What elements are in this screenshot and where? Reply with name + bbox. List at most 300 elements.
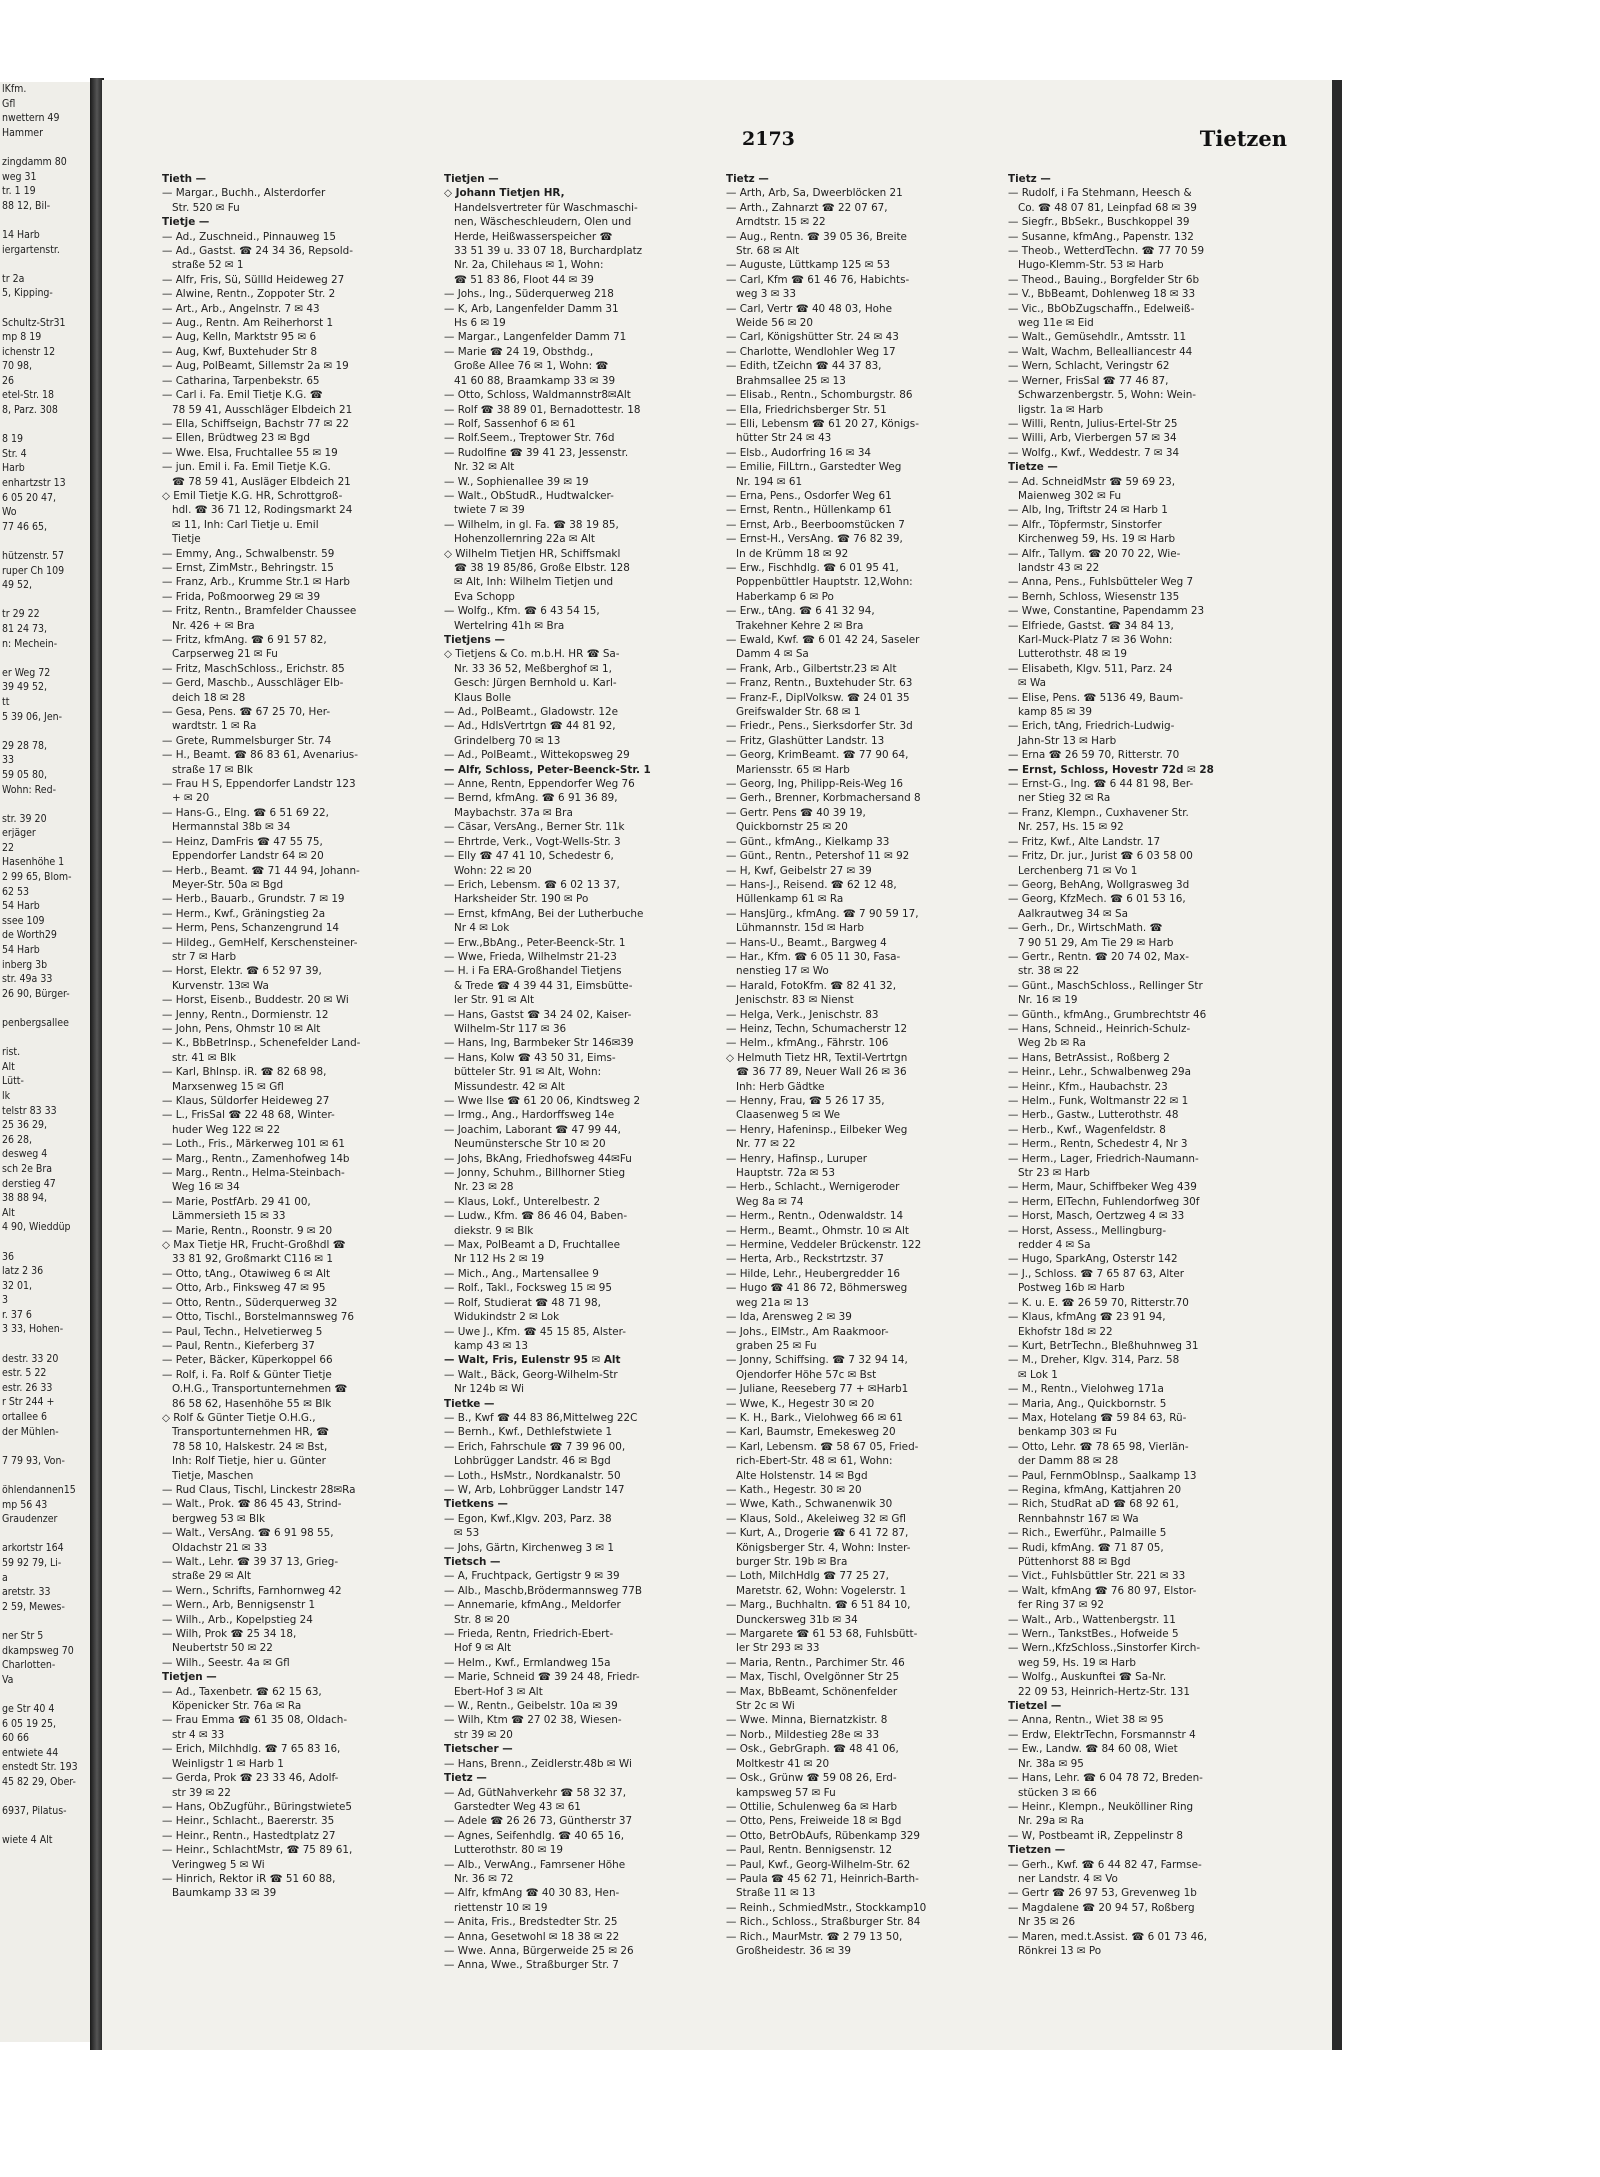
directory-entry: — Alfr, kfmAng ☎ 40 30 83, Hen- <box>444 1887 620 1900</box>
directory-entry: — Ad., Zuschneid., Pinnauweg 15 <box>162 230 336 243</box>
directory-entry: Schwarzenbergstr. 5, Wohn: Wein- <box>1018 389 1197 402</box>
directory-entry: Weg 8a ✉ 74 <box>736 1195 804 1208</box>
directory-entry: — jun. Emil i. Fa. Emil Tietje K.G. <box>162 461 331 474</box>
directory-entry: Haberkamp 6 ✉ Po <box>736 590 834 603</box>
directory-entry: — Herb., Kwf., Wagenfeldstr. 8 <box>1008 1123 1166 1136</box>
left-page-fragment: 36 <box>2 1250 15 1263</box>
directory-entry: — Otto, Lehr. ☎ 78 65 98, Vierlän- <box>1008 1440 1189 1453</box>
left-page-fragment: destr. 33 20 <box>2 1352 59 1365</box>
column-3 <box>726 172 994 2050</box>
directory-entry: — Klaus, Süldorfer Heideweg 27 <box>162 1095 330 1107</box>
directory-entry: Inh: Rolf Tietje, hier u. Günter <box>172 1455 326 1468</box>
left-page-fragment <box>0 1001 92 1016</box>
left-page-fragment: 5 39 06, Jen- <box>2 710 63 723</box>
directory-entry: ◇ Emil Tietje K.G. HR, Schrottgroß- <box>162 489 343 502</box>
directory-entry: — Max, BbBeamt, Schönenfelder <box>726 1685 898 1698</box>
directory-entry: — H, Kwf, Geibelstr 27 ✉ 39 <box>726 864 872 877</box>
directory-entry: — Walt., VersAng. ☎ 6 91 98 55, <box>162 1527 334 1540</box>
directory-entry: Lühmannstr. 15d ✉ Harb <box>736 922 865 935</box>
directory-entry: — Klaus, kfmAng ☎ 23 91 94, <box>1008 1311 1166 1324</box>
left-page-fragment: ichenstr 12 <box>2 345 56 358</box>
directory-entry: — Günt., kfmAng., Kielkamp 33 <box>726 835 890 848</box>
directory-entry: ✉ 53 <box>454 1527 480 1540</box>
directory-entry: — Horst, Masch, Oertzweg 4 ✉ 33 <box>1008 1210 1185 1223</box>
directory-entry: 7 90 51 29, Am Tie 29 ✉ Harb <box>1018 936 1174 949</box>
directory-entry: Weg 2b ✉ Ra <box>1018 1037 1086 1050</box>
directory-entry: — Herm., Lager, Friedrich-Naumann- <box>1008 1152 1199 1165</box>
directory-entry: — Kurt, BetrTechn., Bleßhuhnweg 31 <box>1008 1339 1199 1352</box>
left-page-fragment: telstr 83 33 <box>2 1104 57 1117</box>
left-page-fragment: 4 90, Wieddüp <box>2 1221 71 1234</box>
left-page-fragment: rist. <box>2 1046 21 1059</box>
directory-entry: — Friedr., Pens., Sierksdorfer Str. 3d <box>726 720 913 733</box>
directory-entry: — Franz, Rentn., Buxtehuder Str. 63 <box>726 677 913 690</box>
left-page-fragment: 32 01, <box>2 1279 33 1292</box>
left-page-fragment: 5, Kipping- <box>2 287 53 300</box>
directory-entry: — Otto, Rentn., Süderquerweg 32 <box>162 1296 338 1309</box>
directory-entry: — Rudolf, i Fa Stehmann, Heesch & <box>1008 187 1192 200</box>
surname-heading: Tietke — <box>444 1397 495 1410</box>
directory-entry: — Margar., Langenfelder Damm 71 <box>444 331 627 344</box>
directory-entry: Hauptstr. 72a ✉ 53 <box>736 1167 835 1180</box>
directory-entry: — Gerd, Maschb., Ausschläger Elb- <box>162 677 344 690</box>
directory-entry: Nr. 77 ✉ 22 <box>736 1138 796 1151</box>
directory-entry: Claasenweg 5 ✉ We <box>736 1109 841 1122</box>
directory-entry: — Herb., Bauarb., Grundstr. 7 ✉ 19 <box>162 893 345 906</box>
directory-entry: — Rudolfine ☎ 39 41 23, Jessenstr. <box>444 446 629 459</box>
left-page-fragment <box>0 797 92 812</box>
directory-entry: Alte Holstenstr. 14 ✉ Bgd <box>736 1469 868 1482</box>
directory-entry: — Hugo, SparkAng, Osterstr 142 <box>1008 1253 1178 1266</box>
directory-entry: Kurvenstr. 13✉ Wa <box>172 979 269 992</box>
directory-entry: — Willi, Rentn, Julius-Ertel-Str 25 <box>1008 417 1178 430</box>
surname-heading: Tietze — <box>1008 461 1058 474</box>
directory-entry: — Wolfg., Kfm. ☎ 6 43 54 15, <box>444 605 600 618</box>
directory-entry: — Paul, Rentn., Kieferberg 37 <box>162 1339 315 1352</box>
directory-entry: — Otto, Pens, Freiweide 18 ✉ Bgd <box>726 1815 902 1828</box>
left-page-fragment: Alt <box>2 1060 15 1073</box>
left-page-fragment: 26 90, Bürger- <box>2 987 70 1000</box>
left-page-fragment: öhlendannen15 <box>2 1484 76 1496</box>
directory-entry: — Alwine, Rentn., Zoppoter Str. 2 <box>162 288 336 301</box>
directory-entry: — Hans, Lehr. ☎ 6 04 78 72, Breden- <box>1008 1772 1203 1785</box>
directory-entry: — Johs., ElMstr., Am Raakmoor- <box>726 1325 889 1338</box>
directory-entry: — Erw., tAng. ☎ 6 41 32 94, <box>726 605 875 618</box>
directory-entry: — Gertr., Rentn. ☎ 20 74 02, Max- <box>1008 950 1190 963</box>
directory-entry: — Hans-G., Elng. ☎ 6 51 69 22, <box>162 806 329 819</box>
directory-entry: — Rolf, Studierat ☎ 48 71 98, <box>444 1296 601 1309</box>
scan-border-right <box>1332 80 1342 2050</box>
left-page-fragment: mp 56 43 <box>2 1498 48 1511</box>
directory-entry: — Frank, Arb., Gilbertstr.23 ✉ Alt <box>726 662 897 675</box>
directory-entry: — Anne, Rentn, Eppendorfer Weg 76 <box>444 778 635 791</box>
directory-entry: — W, Postbeamt iR, Zeppelinstr 8 <box>1008 1829 1184 1842</box>
directory-entry: burger Str. 19b ✉ Bra <box>736 1556 848 1568</box>
directory-entry: — Otto, tAng., Otawiweg 6 ✉ Alt <box>162 1267 331 1280</box>
directory-entry: — Karl, Bhlnsp. iR. ☎ 82 68 98, <box>162 1066 327 1079</box>
directory-entry: — Adele ☎ 26 26 73, Güntherstr 37 <box>444 1815 633 1828</box>
left-page-fragment <box>0 1468 92 1483</box>
directory-entry: ☎ 36 77 89, Neuer Wall 26 ✉ 36 <box>736 1066 907 1079</box>
directory-entry: Str 2c ✉ Wi <box>736 1700 795 1713</box>
directory-entry: — W., Rentn., Geibelstr. 10a ✉ 39 <box>444 1700 618 1713</box>
directory-entry: str 39 ✉ 20 <box>454 1728 513 1741</box>
directory-entry: — Kath., Hegestr. 30 ✉ 20 <box>726 1483 862 1496</box>
directory-entry: — Otto, Tischl., Borstelmannsweg 76 <box>162 1311 355 1324</box>
directory-entry: — Emilie, FilLtrn., Garstedter Weg <box>726 461 902 474</box>
left-page-fragment: 6 05 20 47, <box>2 491 57 504</box>
left-page-fragment: ortallee 6 <box>2 1411 48 1424</box>
directory-entry: Nr. 36 ✉ 72 <box>454 1872 514 1885</box>
directory-entry: weg 3 ✉ 33 <box>736 288 796 301</box>
directory-entry: — Herm., Rentn, Schedestr 4, Nr 3 <box>1008 1138 1188 1151</box>
directory-entry: — Erw., Fischhdlg. ☎ 6 01 95 41, <box>726 561 899 574</box>
directory-entry: — Ad., PolBeamt., Gladowstr. 12e <box>444 706 619 719</box>
directory-entry: Rönkrei 13 ✉ Po <box>1018 1944 1102 1957</box>
directory-entry: bergweg 53 ✉ Blk <box>172 1512 266 1525</box>
left-page-fragment: 7 79 93, Von- <box>2 1454 65 1467</box>
left-page-fragment: arkortstr 164 <box>2 1542 64 1555</box>
directory-entry: — Klaus, Sold., Akeleiweg 32 ✉ Gfl <box>726 1512 906 1525</box>
directory-entry: — Heinr., Klempn., Neukölliner Ring <box>1008 1800 1194 1813</box>
directory-entry: Herde, Heißwasserspeicher ☎ <box>454 230 613 243</box>
directory-entry: — Herb., Beamt. ☎ 71 44 94, Johann- <box>162 864 360 877</box>
directory-entry: — Harald, FotoKfm. ☎ 82 41 32, <box>726 979 897 992</box>
directory-entry: — Carl, Vertr ☎ 40 48 03, Hohe <box>726 302 892 315</box>
directory-entry: Oldachstr 21 ✉ 33 <box>172 1541 268 1554</box>
directory-entry: Lutterothstr. 80 ✉ 19 <box>454 1844 563 1857</box>
left-page-fragment: sch 2e Bra <box>2 1162 53 1175</box>
directory-entry: — Herm., Beamt., Ohmstr. 10 ✉ Alt <box>726 1224 909 1237</box>
directory-entry: Aalkrautweg 34 ✉ Sa <box>1018 907 1128 920</box>
left-page-fragment: 54 Harb <box>2 900 40 913</box>
directory-entry: — Rich., Ewerführ., Palmaille 5 <box>1008 1527 1167 1540</box>
left-page-fragment: de Worth29 <box>2 929 57 942</box>
directory-entry: hdl. ☎ 36 71 12, Rodingsmarkt 24 <box>172 504 353 517</box>
left-page-fragment: 45 82 29, Ober- <box>2 1775 76 1788</box>
directory-entry: rich-Ebert-Str. 48 ✉ 61, Wohn: <box>736 1455 893 1468</box>
left-page-fragment: Wohn: Red- <box>2 783 56 796</box>
directory-entry: — Fritz, Glashütter Landstr. 13 <box>726 734 885 747</box>
left-page-fragment: dkampsweg 70 <box>2 1644 74 1657</box>
directory-entry: — Franz-F., DiplVolksw. ☎ 24 01 35 <box>726 691 910 704</box>
directory-entry: — H. i Fa ERA-Großhandel Tietjens <box>444 965 622 978</box>
directory-entry: — Günth., kfmAng., Grumbrechtstr 46 <box>1008 1008 1207 1021</box>
directory-entry: ◇ Rolf & Günter Tietje O.H.G., <box>162 1411 316 1424</box>
directory-entry: Hugo-Klemm-Str. 53 ✉ Harb <box>1018 259 1164 272</box>
directory-entry: — Auguste, Lüttkamp 125 ✉ 53 <box>726 259 890 272</box>
directory-entry: — Rudi, kfmAng. ☎ 71 87 05, <box>1008 1541 1164 1554</box>
directory-entry: — Heinr., Schlacht., Baererstr. 35 <box>162 1815 335 1828</box>
left-page-fragment: 26 28, <box>2 1133 33 1146</box>
directory-entry: Str. 68 ✉ Alt <box>736 245 800 258</box>
surname-heading: Tietjens — <box>444 634 505 646</box>
directory-entry: — Ludw., Kfm. ☎ 86 46 04, Baben- <box>444 1210 628 1223</box>
directory-entry: Mariensstr. 65 ✉ Harb <box>736 763 850 776</box>
directory-entry: — Wwe, K., Hegestr 30 ✉ 20 <box>726 1397 875 1410</box>
directory-entry: Grindelberg 70 ✉ 13 <box>454 734 561 747</box>
directory-entry: — Wern, Schlacht, Veringstr 62 <box>1008 360 1170 373</box>
left-page-fragment: r Str 244 + <box>2 1396 55 1409</box>
directory-entry: — Alfr, Schloss, Peter-Beenck-Str. 1 <box>444 763 651 776</box>
directory-entry: — Marie, PostfArb. 29 41 00, <box>162 1195 311 1208</box>
directory-entry: Hof 9 ✉ Alt <box>454 1642 512 1655</box>
directory-entry: Nr. 194 ✉ 61 <box>736 475 803 488</box>
directory-entry: Lutterothstr. 48 ✉ 19 <box>1018 648 1127 661</box>
directory-entry: — Osk., Grünw ☎ 59 08 26, Erd- <box>726 1772 897 1785</box>
left-page-fragment: weg 31 <box>2 170 37 183</box>
surname-heading: Tietkens — <box>444 1498 508 1511</box>
directory-entry: ☎ 51 83 86, Floot 44 ✉ 39 <box>454 273 594 286</box>
left-page-fragment: lKfm. <box>2 83 27 95</box>
left-page-fragment: 26 <box>2 374 15 387</box>
directory-entry: — Marg., Buchhaltn. ☎ 6 51 84 10, <box>726 1599 911 1612</box>
left-page-fragment: estr. 5 22 <box>2 1367 47 1380</box>
directory-entry: — Alfr., Töpfermstr, Sinstorfer <box>1008 518 1162 531</box>
directory-entry: — Rich., MaurMstr. ☎ 2 79 13 50, <box>726 1930 903 1943</box>
directory-entry: — Alfr, Fris, Sü, Süllld Heideweg 27 <box>162 273 345 286</box>
directory-entry: diekstr. 9 ✉ Blk <box>454 1224 534 1237</box>
directory-entry: — Frieda, Rentn, Friedrich-Ebert- <box>444 1628 614 1641</box>
directory-entry: — Georg, KrimBeamt. ☎ 77 90 64, <box>726 749 909 762</box>
left-page-fragment: derstieg 47 <box>2 1177 56 1190</box>
left-page-fragment: 8 19 <box>2 433 24 446</box>
directory-entry: Hüllenkamp 61 ✉ Ra <box>736 893 844 906</box>
directory-entry: — Wilh., Seestr. 4a ✉ Gfl <box>162 1656 290 1669</box>
directory-entry: — Jenny, Rentn., Dormienstr. 12 <box>162 1008 329 1021</box>
directory-entry: weg 21a ✉ 13 <box>736 1296 809 1309</box>
left-page-fragment: ge Str 40 4 <box>2 1702 55 1715</box>
directory-entry: — Otto, BetrObAufs, Rübenkamp 329 <box>726 1829 920 1842</box>
directory-entry: Nr 112 Hs 2 ✉ 19 <box>454 1253 545 1266</box>
left-page-fragment <box>0 593 92 608</box>
directory-entry: + ✉ 20 <box>172 792 210 805</box>
directory-entry: der Damm 88 ✉ 28 <box>1018 1455 1119 1468</box>
directory-entry: — Hans, Gastst ☎ 34 24 02, Kaiser- <box>444 1008 632 1021</box>
directory-entry: — Horst, Elektr. ☎ 6 52 97 39, <box>162 965 322 978</box>
directory-entry: Königsberger Str. 4, Wohn: Inster- <box>736 1541 911 1554</box>
directory-entry: — Loth, MilchHdlg ☎ 77 25 27, <box>726 1570 889 1583</box>
directory-entry: — Loth., Fris., Märkerweg 101 ✉ 61 <box>162 1138 345 1151</box>
left-page-fragment: str. 49a 33 <box>2 973 53 986</box>
directory-entry: — Grete, Rummelsburger Str. 74 <box>162 734 332 747</box>
directory-entry: — Maren, med.t.Assist. ☎ 6 01 73 46, <box>1008 1930 1208 1943</box>
directory-entry: — Erich, Milchhdlg. ☎ 7 65 83 16, <box>162 1743 341 1756</box>
left-page-fragment: 2 59, Mewes- <box>2 1600 65 1613</box>
directory-entry: — Catharina, Tarpenbekstr. 65 <box>162 374 320 387</box>
left-page-fragment: Hammer <box>2 126 43 139</box>
directory-entry: Postweg 16b ✉ Harb <box>1018 1282 1125 1295</box>
directory-entry: Weide 56 ✉ 20 <box>736 317 813 330</box>
directory-entry: — Vict., Fuhlsbüttler Str. 221 ✉ 33 <box>1008 1570 1186 1583</box>
column-4 <box>1008 172 1298 2050</box>
directory-entry: — Herta, Arb., Reckstrtzstr. 37 <box>726 1253 884 1266</box>
left-page-fragment: 3 <box>2 1294 9 1307</box>
directory-entry: — Vic., BbObZugschaffn., Edelweiß- <box>1008 302 1195 315</box>
left-page-fragment: tt <box>2 695 10 708</box>
left-page-fragment: Harb <box>2 462 25 475</box>
directory-entry: 86 58 62, Hasenhöhe 55 ✉ Blk <box>172 1397 332 1410</box>
directory-entry: — Helga, Verk., Jenischstr. 83 <box>726 1008 879 1021</box>
directory-entry: — Hans, Schneid., Heinrich-Schulz- <box>1008 1022 1191 1035</box>
directory-entry: — Annemarie, kfmAng., Meldorfer <box>444 1599 621 1612</box>
directory-entry: — Joachim, Laborant ☎ 47 99 44, <box>444 1123 621 1136</box>
directory-entry: — L., FrisSal ☎ 22 48 68, Winter- <box>162 1109 335 1122</box>
directory-entry: Nr. 23 ✉ 28 <box>454 1181 514 1194</box>
directory-entry: — Hermine, Veddeler Brückenstr. 122 <box>726 1239 922 1252</box>
directory-entry: Püttenhorst 88 ✉ Bgd <box>1018 1556 1131 1568</box>
directory-entry: — John, Pens, Ohmstr 10 ✉ Alt <box>162 1022 321 1035</box>
directory-entry: — Max, Tischl, Ovelgönner Str 25 <box>726 1671 900 1684</box>
directory-entry: — Susanne, kfmAng., Papenstr. 132 <box>1008 230 1194 243</box>
directory-entry: — Heinz, Techn, Schumacherstr 12 <box>726 1022 908 1035</box>
directory-entry: — Ernst, Arb., Beerboomstücken 7 <box>726 518 905 531</box>
directory-entry: Nr. 38a ✉ 95 <box>1018 1757 1084 1770</box>
directory-entry: — Günt., Rentn., Petershof 11 ✉ 92 <box>726 850 910 863</box>
directory-entry: — Jonny, Schuhm., Billhorner Stieg <box>444 1167 626 1180</box>
directory-entry: — Uwe J., Kfm. ☎ 45 15 85, Alster- <box>444 1325 627 1338</box>
directory-entry: — Theob., WetterdTechn. ☎ 77 70 59 <box>1008 245 1205 258</box>
directory-entry: — Anna, Rentn., Wiet 38 ✉ 95 <box>1008 1714 1164 1727</box>
directory-entry: Nr. 2a, Chilehaus ✉ 1, Wohn: <box>454 259 604 272</box>
directory-entry: — Ehrtrde, Verk., Vogt-Wells-Str. 3 <box>444 835 621 848</box>
directory-entry: — Hildeg., GemHelf, Kerschensteiner- <box>162 936 358 949</box>
directory-entry: — Alb., VerwAng., Famrsener Höhe <box>444 1858 626 1871</box>
column-2 <box>444 172 712 2050</box>
directory-entry: In de Krümm 18 ✉ 92 <box>736 547 849 560</box>
left-page-fragment <box>0 1527 92 1542</box>
directory-entry: ✉ 11, Inh: Carl Tietje u. Emil <box>172 518 319 531</box>
left-page-fragment: 77 46 65, <box>2 520 48 533</box>
directory-entry: — Aug, PolBeamt, Sillemstr 2a ✉ 19 <box>162 360 349 373</box>
directory-entry: — Erw.,BbAng., Peter-Beenck-Str. 1 <box>444 936 626 949</box>
directory-entry: O.H.G., Transportunternehmen ☎ <box>172 1383 348 1396</box>
directory-entry: — Aug., Rentn. ☎ 39 05 36, Breite <box>726 230 907 243</box>
left-page-fragment: Str. 4 <box>2 447 27 460</box>
directory-entry: — Norb., Mildestieg 28e ✉ 33 <box>726 1728 880 1741</box>
directory-entry: Nr. 16 ✉ 19 <box>1018 994 1078 1007</box>
directory-entry: Köpenicker Str. 76a ✉ Ra <box>172 1700 302 1713</box>
directory-entry: — Helm., kfmAng., Fährstr. 106 <box>726 1037 889 1050</box>
directory-entry: — Ernst-G., Ing. ☎ 6 44 81 98, Ber- <box>1008 778 1194 791</box>
directory-entry: — Hans, Kolw ☎ 43 50 31, Eims- <box>444 1051 616 1064</box>
directory-entry: — Herm, Pens, Schanzengrund 14 <box>162 922 340 935</box>
directory-entry: — J., Schloss. ☎ 7 65 87 63, Alter <box>1008 1267 1185 1280</box>
directory-entry: Tietje, Maschen <box>172 1469 254 1482</box>
directory-entry: Nr. 32 ✉ Alt <box>454 461 515 474</box>
directory-entry: — Mich., Ang., Martensallee 9 <box>444 1267 599 1280</box>
directory-entry: weg 11e ✉ Eid <box>1018 317 1094 330</box>
directory-entry: Hs 6 ✉ 19 <box>454 317 506 330</box>
directory-entry: — Ida, Arensweg 2 ✉ 39 <box>726 1311 852 1324</box>
directory-entry: — Henry, Hafeninsp., Eilbeker Weg <box>726 1123 908 1136</box>
directory-entry: — Ella, Friedrichsberger Str. 51 <box>726 403 887 416</box>
directory-entry: — Emmy, Ang., Schwalbenstr. 59 <box>162 547 335 560</box>
directory-entry: — Herm., Rentn., Odenwaldstr. 14 <box>726 1210 904 1223</box>
directory-entry: — Rich, StudRat aD ☎ 68 92 61, <box>1008 1498 1179 1511</box>
directory-entry: ligstr. 1a ✉ Harb <box>1018 403 1104 416</box>
directory-entry: — Maria, Rentn., Parchimer Str. 46 <box>726 1656 905 1669</box>
directory-entry: — Georg, Ing, Philipp-Reis-Weg 16 <box>726 778 904 791</box>
directory-entry: Missundestr. 42 ✉ Alt <box>454 1080 565 1093</box>
directory-entry: — Marie, Schneid ☎ 39 24 48, Friedr- <box>444 1671 640 1684</box>
directory-entry: — Rolf.Seem., Treptower Str. 76d <box>444 432 615 445</box>
directory-entry: Str 23 ✉ Harb <box>1018 1167 1090 1180</box>
left-page-fragment: entwiete 44 <box>2 1746 59 1759</box>
directory-entry: — Heinr., Rentn., Hastedtplatz 27 <box>162 1829 336 1842</box>
directory-entry: — Ad., HdlsVertrtgn ☎ 44 81 92, <box>444 720 616 733</box>
directory-entry: Meyer-Str. 50a ✉ Bgd <box>172 878 284 891</box>
surname-heading: Tieth — <box>162 173 207 185</box>
directory-entry: — Ellen, Brüdtweg 23 ✉ Bgd <box>162 432 310 445</box>
directory-entry: — Werner, FrisSal ☎ 77 46 87, <box>1008 374 1169 387</box>
directory-entry: — Elli, Lebensm ☎ 61 20 27, Königs- <box>726 417 919 430</box>
directory-entry: — Gerh., Kwf. ☎ 6 44 82 47, Farmse- <box>1008 1858 1202 1871</box>
directory-entry: kamp 85 ✉ 39 <box>1018 706 1092 719</box>
directory-entry: Kirchenweg 59, Hs. 19 ✉ Harb <box>1018 533 1176 546</box>
directory-entry: Klaus Bolle <box>454 691 512 704</box>
directory-entry: — Erna, Pens., Osdorfer Weg 61 <box>726 489 892 502</box>
left-page-fragment: enstedt Str. 193 <box>2 1761 78 1774</box>
directory-entry: — Walt, Fris, Eulenstr 95 ✉ Alt <box>444 1354 621 1367</box>
left-page-fragment: Wo <box>2 506 17 519</box>
directory-entry: — Wolfg., Kwf., Weddestr. 7 ✉ 34 <box>1008 446 1180 459</box>
left-page-fragment: hützenstr. 57 <box>2 550 64 562</box>
directory-entry: — Siegfr., BbSekr., Buschkoppel 39 <box>1008 216 1190 229</box>
left-page-fragment: 49 52, <box>2 579 33 592</box>
directory-entry: ner Stieg 32 ✉ Ra <box>1018 792 1111 805</box>
directory-entry: — Anna, Gesetwohl ✉ 18 38 ✉ 22 <box>444 1930 620 1943</box>
directory-entry: — Walt., ObStudR., Hudtwalcker- <box>444 489 614 502</box>
directory-entry: — Arth, Arb, Sa, Dweerblöcken 21 <box>726 187 903 200</box>
left-page-fragment: Schultz-Str31 <box>2 316 66 329</box>
directory-entry: & Trede ☎ 4 39 44 31, Eimsbütte- <box>454 979 633 992</box>
surname-heading: Tietsch — <box>444 1556 501 1568</box>
directory-entry: Brahmsallee 25 ✉ 13 <box>736 374 846 387</box>
left-page-fragment: 6 05 19 25, <box>2 1717 57 1730</box>
left-page-fragment: 59 05 80, <box>2 768 48 781</box>
surname-heading: Tietzen — <box>1008 1844 1066 1857</box>
directory-entry: — Elly ☎ 47 41 10, Schedestr 6, <box>444 850 614 863</box>
directory-entry: Dunckersweg 31b ✉ 34 <box>736 1613 858 1626</box>
directory-entry: — Bernh, Schloss, Wiesenstr 135 <box>1008 590 1180 603</box>
directory-entry: Ebert-Hof 3 ✉ Alt <box>454 1685 543 1698</box>
directory-entry: — Georg, KfzMech. ☎ 6 01 53 16, <box>1008 893 1186 906</box>
directory-entry: — Walt., Arb., Wattenbergstr. 11 <box>1008 1613 1176 1626</box>
directory-entry: — Franz, Arb., Krumme Str.1 ✉ Harb <box>162 576 350 589</box>
directory-entry: — Osk., GebrGraph. ☎ 48 41 06, <box>726 1743 899 1756</box>
directory-entry: Wertelring 41h ✉ Bra <box>454 619 565 632</box>
directory-entry: Wilhelm-Str 117 ✉ 36 <box>454 1022 567 1035</box>
directory-entry: — Gertr. Pens ☎ 40 39 19, <box>726 806 866 819</box>
left-page-fragment <box>0 1337 92 1352</box>
directory-entry: — Willi, Arb, Vierbergen 57 ✉ 34 <box>1008 432 1177 445</box>
directory-entry: straße 52 ✉ 1 <box>172 259 244 272</box>
directory-entry: Gesch: Jürgen Bernhold u. Karl- <box>454 677 617 690</box>
directory-entry: — Wolfg., Auskunftei ☎ Sa-Nr. <box>1008 1671 1167 1684</box>
directory-entry: — Wwe, Constantine, Papendamm 23 <box>1008 605 1205 618</box>
directory-entry: riettenstr 10 ✉ 19 <box>454 1901 548 1914</box>
directory-entry: Co. ☎ 48 07 81, Leinpfad 68 ✉ 39 <box>1018 201 1197 214</box>
directory-entry: nenstieg 17 ✉ Wo <box>736 965 829 978</box>
directory-entry: Str. 520 ✉ Fu <box>172 201 240 214</box>
directory-entry: str. 41 ✉ Blk <box>172 1051 236 1064</box>
directory-entry: — Herm, Maur, Schiffbeker Weg 439 <box>1008 1181 1197 1194</box>
directory-entry: str. 38 ✉ 22 <box>1018 965 1080 978</box>
directory-entry: — Juliane, Reeseberg 77 + ✉Harb1 <box>726 1383 909 1396</box>
directory-entry: — Elisab., Rentn., Schomburgstr. 86 <box>726 389 913 402</box>
directory-entry: — Agnes, Seifenhdlg. ☎ 40 65 16, <box>444 1829 624 1842</box>
